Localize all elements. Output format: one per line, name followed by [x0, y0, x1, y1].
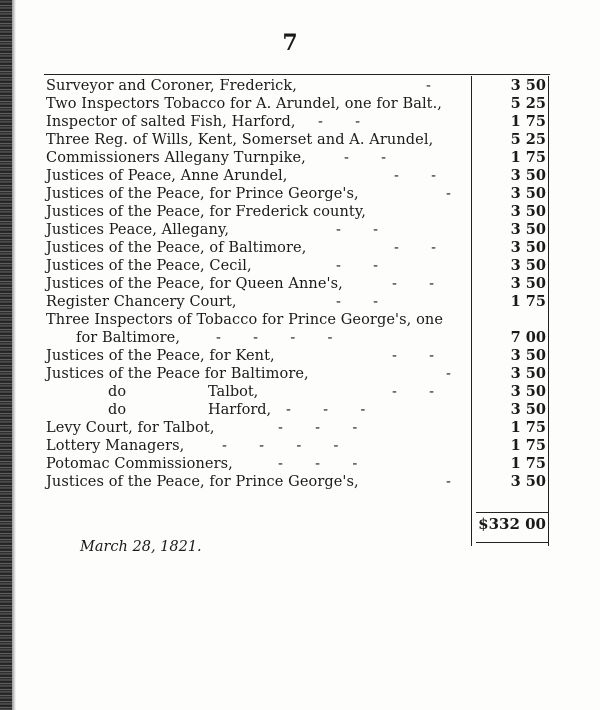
ledger-row [46, 167, 546, 185]
entry-dash: - - - [278, 456, 358, 472]
entry-amount: 3 50 [510, 257, 546, 274]
entry-amount: 1 75 [510, 113, 546, 130]
ledger-row [46, 455, 546, 473]
ledger-row [46, 221, 546, 239]
entry-description: Justices of the Peace, for Prince George's, [46, 186, 359, 202]
entry-amount: 3 50 [510, 239, 546, 256]
entry-dash: - - [318, 114, 361, 130]
entry-amount: 1 75 [510, 437, 546, 454]
entry-dash: - - [392, 276, 435, 292]
entry-dash: - - [344, 150, 387, 166]
entry-amount: 5 25 [510, 131, 546, 148]
ledger-row [46, 401, 546, 419]
entry-dash: - - - - [222, 438, 339, 454]
entry-amount: 1 75 [510, 419, 546, 436]
entry-amount: 7 00 [510, 329, 546, 346]
entry-amount: 5 25 [510, 95, 546, 112]
ledger-row [46, 311, 546, 329]
amount-column-rule-right [548, 76, 549, 546]
entry-amount: 3 50 [510, 383, 546, 400]
ledger-row [46, 239, 546, 257]
entry-description: Inspector of salted Fish, Harford, [46, 114, 296, 130]
document-date: March 28, 1821. [80, 539, 202, 555]
entry-amount: 3 50 [510, 77, 546, 94]
entry-amount: 3 50 [510, 185, 546, 202]
ledger-row [46, 329, 546, 347]
binding-shadow [12, 0, 16, 710]
entry-county: Harford, [208, 402, 272, 418]
page-number: 7 [282, 30, 298, 56]
entry-description: Justices of Peace, Anne Arundel, [46, 168, 288, 184]
entry-dash: - [426, 78, 431, 94]
entry-description: for Baltimore, [76, 330, 181, 346]
entry-amount: 1 75 [510, 149, 546, 166]
ledger-row [46, 347, 546, 365]
ledger-row [46, 257, 546, 275]
entry-description: Three Inspectors of Tobacco for Prince George's, one [46, 312, 444, 328]
total-amount: $332 00 [478, 515, 546, 533]
ledger-row [46, 113, 546, 131]
entry-description: Surveyor and Coroner, Frederick, [46, 78, 297, 94]
entry-description: Commissioners Allegany Turnpike, [46, 150, 306, 166]
entry-amount: 3 50 [510, 221, 546, 238]
ledger-row [46, 437, 546, 455]
entry-dash: - - - [286, 402, 366, 418]
entry-amount: 3 50 [510, 473, 546, 490]
entry-description: Justices of the Peace, for Kent, [46, 348, 275, 364]
ledger-row [46, 203, 546, 221]
entry-description: Justices of the Peace for Baltimore, [46, 366, 309, 382]
entry-description: Potomac Commissioners, [46, 456, 233, 472]
ledger-entries [46, 77, 546, 491]
entry-dash: - - [394, 240, 437, 256]
entry-amount: 3 50 [510, 365, 546, 382]
entry-description: Three Reg. of Wills, Kent, Somerset and A. Arundel, [46, 132, 434, 148]
ledger-row [46, 419, 546, 437]
entry-description: Lottery Managers, [46, 438, 185, 454]
entry-description: Justices Peace, Allegany, [46, 222, 230, 238]
entry-dash: - [446, 186, 451, 202]
entry-description: Justices of the Peace, Cecil, [46, 258, 252, 274]
ledger-row [46, 383, 546, 401]
ditto-mark: do [108, 402, 127, 418]
entry-amount: 3 50 [510, 401, 546, 418]
entry-description: Levy Court, for Talbot, [46, 420, 215, 436]
total-rule-top [476, 512, 548, 513]
entry-dash: - - [392, 348, 435, 364]
book-binding-edge [0, 0, 12, 710]
entry-description: Justices of the Peace, for Frederick county, [46, 204, 366, 220]
entry-amount: 3 50 [510, 275, 546, 292]
entry-dash: - - [336, 222, 379, 238]
ledger-row [46, 473, 546, 491]
entry-amount: 1 75 [510, 293, 546, 310]
ditto-mark: do [108, 384, 127, 400]
entry-amount: 3 50 [510, 347, 546, 364]
ledger-row [46, 95, 546, 113]
entry-description: Register Chancery Court, [46, 294, 237, 310]
ledger-row [46, 77, 546, 95]
entry-amount: 3 50 [510, 203, 546, 220]
ledger-row [46, 275, 546, 293]
ledger-row [46, 365, 546, 383]
entry-amount: 1 75 [510, 455, 546, 472]
entry-description: Justices of the Peace, for Prince George's, [46, 474, 359, 490]
ledger-row [46, 131, 546, 149]
ledger-row [46, 293, 546, 311]
entry-description: Justices of the Peace, of Baltimore, [46, 240, 307, 256]
entry-dash: - - [392, 384, 435, 400]
entry-dash: - - - [278, 420, 358, 436]
entry-dash: - - [336, 294, 379, 310]
entry-dash: - - [394, 168, 437, 184]
ledger-row [46, 185, 546, 203]
table-top-rule [44, 74, 550, 75]
total-rule-bottom [476, 542, 548, 543]
entry-dash: - - [336, 258, 379, 274]
entry-county: Talbot, [208, 384, 259, 400]
ledger-row [46, 149, 546, 167]
entry-amount: 3 50 [510, 167, 546, 184]
entry-dash: - - - - [216, 330, 333, 346]
entry-dash: - [446, 474, 451, 490]
entry-description: Justices of the Peace, for Queen Anne's, [46, 276, 343, 292]
entry-description: Two Inspectors Tobacco for A. Arundel, one for Balt., [46, 96, 443, 112]
entry-dash: - [446, 366, 451, 382]
